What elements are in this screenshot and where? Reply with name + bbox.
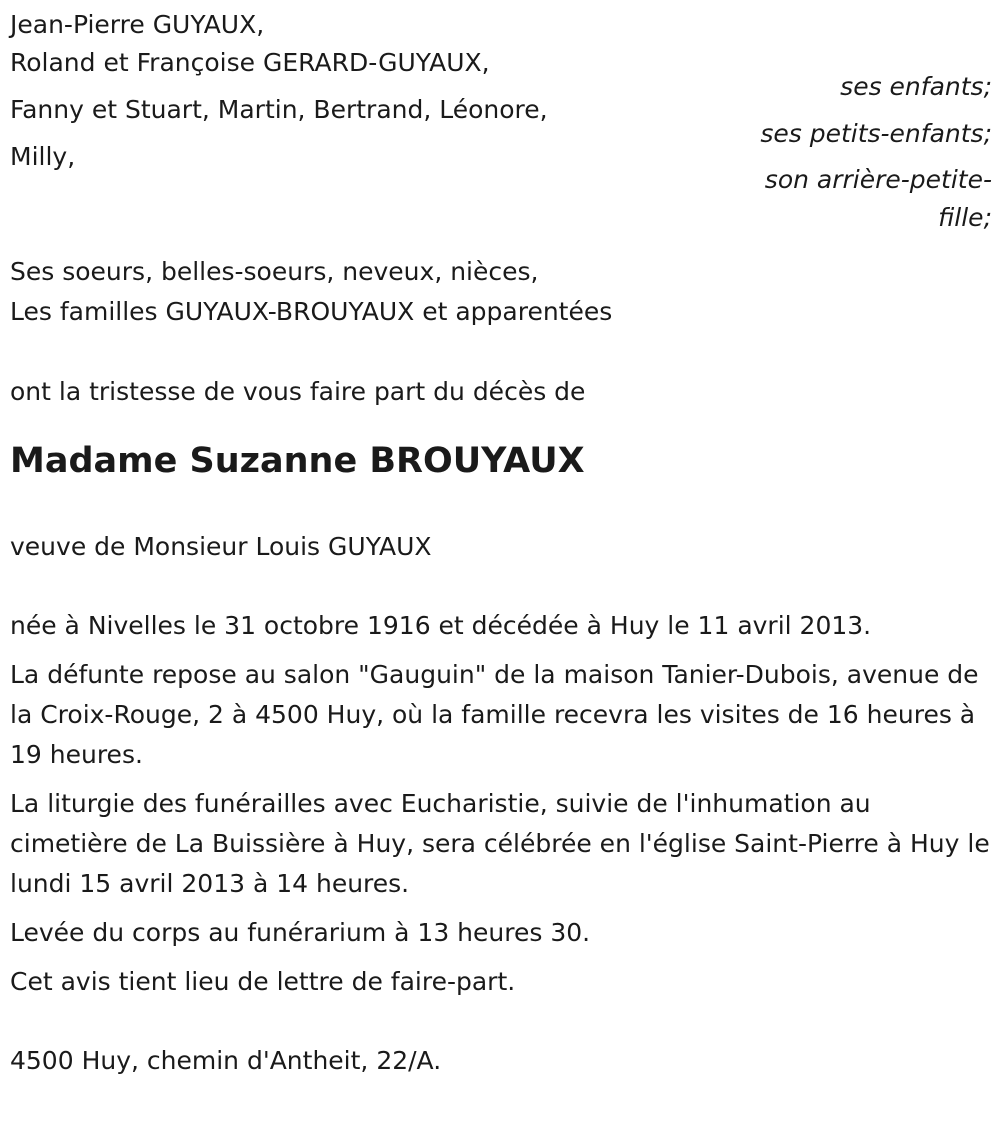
great-grandchild-role-line: son arrière-petite- — [764, 165, 992, 194]
great-grandchild-role-line: fille; — [938, 203, 992, 232]
details-block — [10, 606, 992, 1002]
others-line: Les familles GUYAUX-BROUYAUX et apparentées — [10, 297, 613, 326]
child-name: Jean-Pierre GUYAUX, — [10, 10, 265, 39]
notice-text: Cet avis tient lieu de lettre de faire-part. — [10, 967, 516, 996]
funeral-text: La liturgie des funérailles avec Eucharistie, suivie de l'inhumation au cimetière de La Buissière à Huy, sera célébrée en l'église Saint-Pierre à Huy le lundi 15 avril 2013 à 14 heures. — [10, 789, 990, 898]
departure-text: Levée du corps au funérarium à 13 heures 30. — [10, 918, 591, 947]
great-grandchild-name: Milly, — [10, 142, 76, 171]
great-grandchild-role — [10, 161, 992, 237]
children-role: ses enfants; — [840, 72, 992, 101]
widow-of-text: veuve de Monsieur Louis GUYAUX — [10, 532, 432, 561]
announcement-text: ont la tristesse de vous faire part du décès de — [10, 377, 586, 406]
obituary-notice — [10, 5, 992, 1081]
deceased-name: Madame Suzanne BROUYAUX — [10, 441, 585, 481]
viewing-text: La défunte repose au salon "Gauguin" de la maison Tanier-Dubois, avenue de la Croix-Rouge, 2 à 4500 Huy, où la famille recevra les visites de 16 heures à 19 heures. — [10, 660, 979, 769]
birth-death-text: née à Nivelles le 31 octobre 1916 et décédée à Huy le 11 avril 2013. — [10, 611, 872, 640]
family-others-block — [10, 252, 992, 332]
others-line: Ses soeurs, belles-soeurs, neveux, nièces, — [10, 257, 539, 286]
address-text: 4500 Huy, chemin d'Antheit, 22/A. — [10, 1046, 442, 1075]
grandchildren-names: Fanny et Stuart, Martin, Bertrand, Léonore, — [10, 95, 548, 124]
child-name: Roland et Françoise GERARD-GUYAUX, — [10, 48, 490, 77]
grandchildren-role: ses petits-enfants; — [760, 119, 992, 148]
